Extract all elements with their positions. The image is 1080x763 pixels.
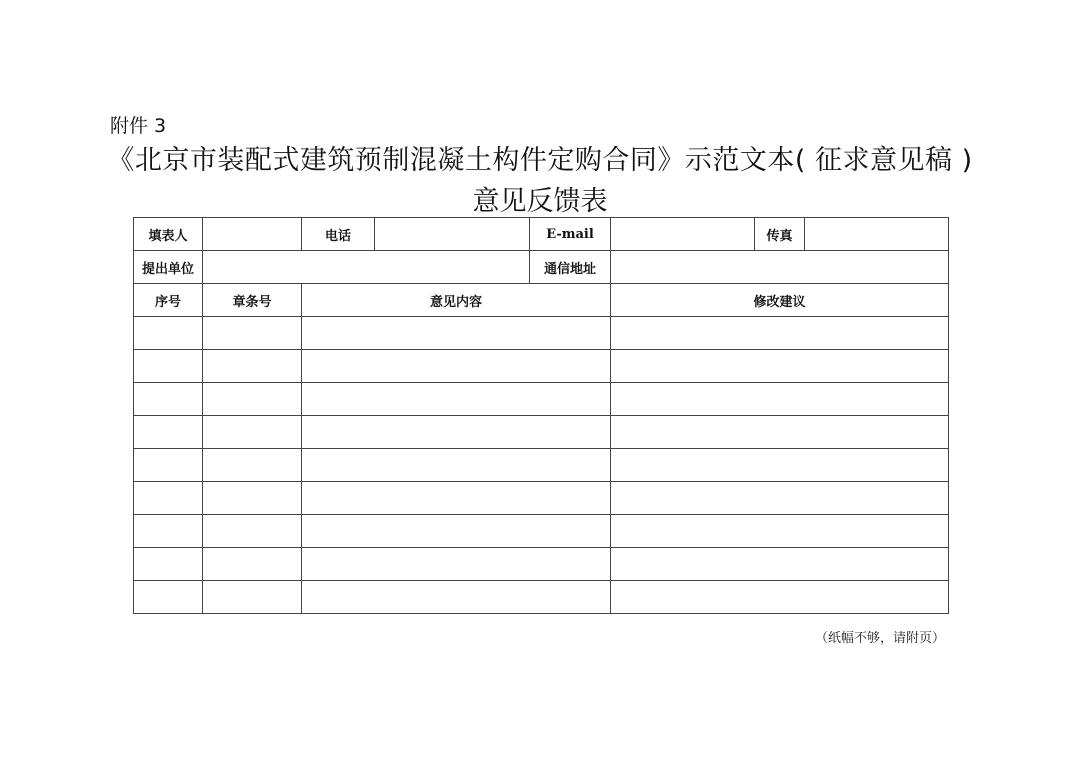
cell-opinion[interactable] xyxy=(302,350,611,383)
cell-index[interactable] xyxy=(134,383,203,416)
cell-clause[interactable] xyxy=(203,350,302,383)
cell-clause[interactable] xyxy=(203,548,302,581)
document-title: 《北京市装配式建筑预制混凝土构件定购合同》示范文本( 征求意见稿 ) xyxy=(107,145,973,176)
filler-label: 填表人 xyxy=(134,218,203,251)
cell-opinion[interactable] xyxy=(302,515,611,548)
table-row xyxy=(134,482,949,515)
column-header-opinion: 意见内容 xyxy=(302,284,611,317)
cell-clause[interactable] xyxy=(203,449,302,482)
cell-index[interactable] xyxy=(134,581,203,614)
cell-opinion[interactable] xyxy=(302,581,611,614)
cell-suggestion[interactable] xyxy=(611,548,949,581)
phone-label: 电话 xyxy=(302,218,375,251)
cell-opinion[interactable] xyxy=(302,317,611,350)
cell-suggestion[interactable] xyxy=(611,515,949,548)
footnote: （纸幅不够，请附页） xyxy=(814,631,945,646)
cell-clause[interactable] xyxy=(203,383,302,416)
column-header-suggestion: 修改建议 xyxy=(611,284,949,317)
unit-label: 提出单位 xyxy=(134,251,203,284)
cell-clause[interactable] xyxy=(203,416,302,449)
cell-opinion[interactable] xyxy=(302,449,611,482)
cell-opinion[interactable] xyxy=(302,383,611,416)
cell-clause[interactable] xyxy=(203,317,302,350)
table-row xyxy=(134,350,949,383)
document-subtitle: 意见反馈表 xyxy=(472,186,608,217)
table-row xyxy=(134,416,949,449)
cell-opinion[interactable] xyxy=(302,548,611,581)
cell-index[interactable] xyxy=(134,515,203,548)
email-label: E-mail xyxy=(530,218,611,251)
cell-suggestion[interactable] xyxy=(611,482,949,515)
feedback-form-table xyxy=(133,217,949,614)
cell-suggestion[interactable] xyxy=(611,416,949,449)
cell-opinion[interactable] xyxy=(302,416,611,449)
cell-suggestion[interactable] xyxy=(611,383,949,416)
filler-field[interactable] xyxy=(203,218,302,251)
column-header-row xyxy=(134,284,949,317)
cell-suggestion[interactable] xyxy=(611,317,949,350)
cell-opinion[interactable] xyxy=(302,482,611,515)
address-label: 通信地址 xyxy=(530,251,611,284)
unit-field[interactable] xyxy=(203,251,530,284)
cell-index[interactable] xyxy=(134,416,203,449)
cell-suggestion[interactable] xyxy=(611,350,949,383)
table-row xyxy=(134,449,949,482)
cell-index[interactable] xyxy=(134,350,203,383)
table-row xyxy=(134,317,949,350)
cell-index[interactable] xyxy=(134,449,203,482)
table-row xyxy=(134,581,949,614)
table-row xyxy=(134,515,949,548)
table-row xyxy=(134,548,949,581)
email-field[interactable] xyxy=(611,218,755,251)
cell-clause[interactable] xyxy=(203,581,302,614)
cell-suggestion[interactable] xyxy=(611,581,949,614)
phone-field[interactable] xyxy=(375,218,530,251)
cell-index[interactable] xyxy=(134,317,203,350)
column-header-index: 序号 xyxy=(134,284,203,317)
cell-index[interactable] xyxy=(134,548,203,581)
column-header-clause: 章条号 xyxy=(203,284,302,317)
cell-suggestion[interactable] xyxy=(611,449,949,482)
attachment-label: 附件 3 xyxy=(110,115,167,137)
cell-index[interactable] xyxy=(134,482,203,515)
cell-clause[interactable] xyxy=(203,515,302,548)
header-row-unit xyxy=(134,251,949,284)
header-row-contact xyxy=(134,218,949,251)
table-row xyxy=(134,383,949,416)
fax-label: 传真 xyxy=(755,218,805,251)
cell-clause[interactable] xyxy=(203,482,302,515)
address-field[interactable] xyxy=(611,251,949,284)
fax-field[interactable] xyxy=(805,218,949,251)
